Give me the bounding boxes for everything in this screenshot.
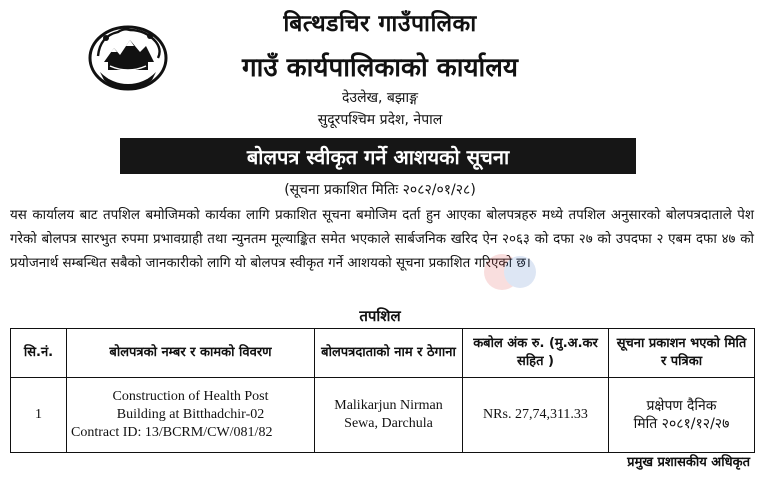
municipality-name: बित्थडचिर गाउँपालिका (283, 11, 477, 37)
publication-date: (सूचना प्रकाशित मितिः २०८२/०१/२८) (284, 182, 476, 198)
newspaper-date: मिति २०८१/१२/२७ (633, 416, 730, 432)
description-line-1: Construction of Health Post (112, 389, 269, 404)
bidder-name: Malikarjun Nirman (334, 398, 443, 413)
header-bidder: बोलपत्रदाताको नाम र ठेगाना (315, 329, 463, 378)
notice-title: बोलपत्र स्वीकृत गर्ने आशयको सूचना (120, 138, 636, 174)
signature-title: प्रमुख प्रशासकीय अधिकृत (627, 455, 750, 470)
watermark-icon (480, 250, 540, 294)
header-amount: कबोल अंक रु. (मु.अ.कर सहित ) (463, 329, 609, 378)
newspaper-name: प्रक्षेपण दैनिक (646, 398, 717, 414)
notice-body: यस कार्यालय बाट तपशिल बमोजिमको कार्यका लागि प्रकाशित सूचना बमोजिम दर्ता हुन आएका बोलपत्रहरु मध्ये तपशिल अनुसारको बोलपत्रदाताले पेश गरेको बोलपत्र सारभुत रुपमा प्रभावग्राही तथा न्युनतम मूल्याङ्कित समेत भएकाले सार्बजनिक खरिद ऐन २०६३ को दफा २७ को उपदफा २ एबम दफा ४७ को प्रयोजनार्थ सम्बन्धित सबैको जानकारीको लागि यो बोलपत्र स्वीकृत गर्ने आशयको सूचना प्रकाशित गरिएको छ। (10, 208, 754, 271)
table-header-row (11, 329, 755, 378)
cell-publication (609, 378, 755, 453)
office-location: देउलेख, बझाङ्ग (341, 90, 419, 106)
contract-id: Contract ID: 13/BCRM/CW/081/82 (71, 425, 273, 440)
header-sn: सि.नं. (11, 329, 67, 378)
office-province: सुदूरपश्चिम प्रदेश, नेपाल (317, 112, 443, 128)
cell-description (67, 378, 315, 453)
bidder-address: Sewa, Darchula (344, 416, 433, 431)
header-publication: सूचना प्रकाशन भएको मिति र पत्रिका (609, 329, 755, 378)
bid-table (10, 328, 755, 453)
table-row (11, 378, 755, 453)
cell-sn: 1 (11, 378, 67, 453)
description-line-2: Building at Bitthadchir-02 (116, 407, 265, 422)
cell-bidder (315, 378, 463, 453)
office-name: गाउँ कार्यपालिकाको कार्यालय (242, 53, 518, 83)
header-description: बोलपत्रको नम्बर र कामको विवरण (67, 329, 315, 378)
details-label: तपशिल (359, 307, 401, 325)
cell-amount: NRs. 27,74,311.33 (463, 378, 609, 453)
